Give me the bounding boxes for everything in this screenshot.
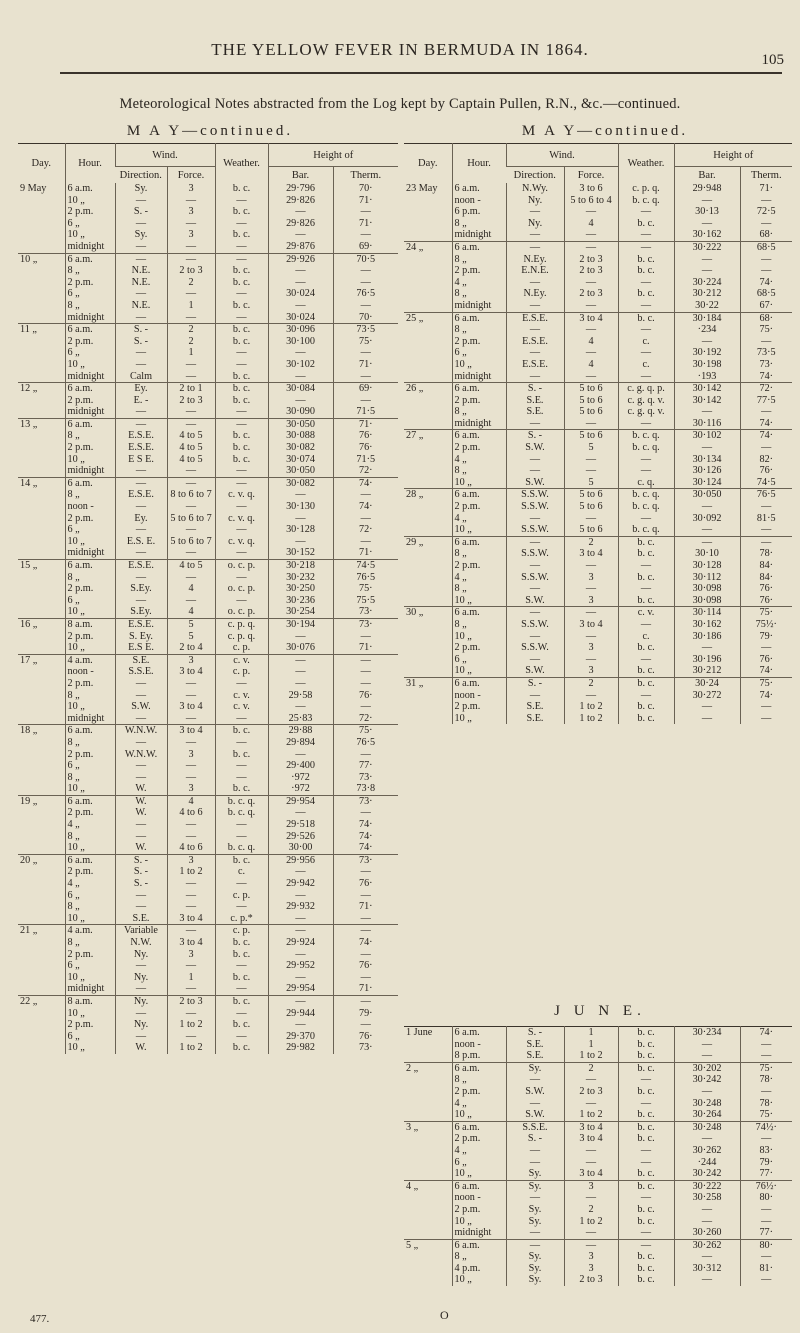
table-row	[404, 607, 792, 678]
cell-day: 12 „	[18, 383, 65, 419]
cell-weather: — b. c. b. c. b. c. —	[215, 418, 268, 477]
cell-therm: 75· 75½· 79· — 76· 74·	[740, 607, 792, 678]
cell-force: 2 3 to 4 — 3 — 3	[564, 536, 618, 607]
cell-therm: 70· 71· — 71· — 69·	[333, 183, 398, 253]
cell-dir: S. - S.E. S.E. —	[506, 383, 564, 430]
cell-day: 5 „	[404, 1239, 452, 1286]
header-force: Force.	[564, 167, 618, 184]
cell-weather: b. c. — b. c. b. c. —	[618, 1180, 674, 1239]
cell-day: 30 „	[404, 607, 452, 678]
cell-bar: 30·24 30·272 — —	[674, 677, 740, 724]
cell-weather: — b. c. b. c. — b. c. —	[215, 253, 268, 324]
cell-weather: c. v. — c. b. c. — b. c.	[618, 607, 674, 678]
cell-force: 3 1 to 2 — — — 3 to 4	[167, 854, 215, 925]
cell-day: 21 „	[18, 925, 65, 996]
cell-hour: 6 a.m. 8 „ noon - 2 p.m. 6 „ 10 „ midnight	[65, 477, 115, 559]
cell-hour: 4 a.m. 8 „ 2 p.m. 6 „ 10 „ midnight	[65, 925, 115, 996]
cell-dir: S.E. S.S.E. — — S.W. —	[115, 654, 167, 725]
cell-force: — 4 to 5 4 to 5 4 to 5 —	[167, 418, 215, 477]
cell-bar: 30·202 30·242 — 30·248 30·264	[674, 1062, 740, 1121]
table-row	[404, 183, 792, 241]
cell-hour: 6 a.m. 8 „ 4 p.m. 10 „	[452, 1239, 506, 1286]
cell-bar: 30·248 — 30·262 ·244 30·242	[674, 1121, 740, 1180]
cell-hour: 6 a.m. 8 „ 10 „ 2 p.m. 6 „ 10 „	[452, 607, 506, 678]
table-row	[404, 383, 792, 430]
cell-hour: 6 a.m. 8 „ 2 p.m. 4 „ 8 „ midnight	[452, 241, 506, 312]
cell-hour: 6 a.m. 2 p.m. midnight	[65, 383, 115, 419]
cell-bar: 30·142 30·142 — 30·116	[674, 383, 740, 430]
header-wind: Wind.	[115, 144, 215, 167]
cell-force: — 2 to 3 2 — 1 —	[167, 253, 215, 324]
table-row	[404, 1121, 792, 1180]
cell-bar: 30·084 — 30·090	[268, 383, 333, 419]
cell-therm: 76·5 — 81·5 —	[740, 489, 792, 536]
table-row	[18, 560, 398, 619]
cell-force: 3 — 2 1 to 2 —	[564, 1180, 618, 1239]
table-row	[18, 795, 398, 854]
cell-weather: b. c. b. c. — — b. c.	[215, 324, 268, 383]
cell-day: 29 „	[404, 536, 452, 607]
cell-bar: 29·796 29·826 — 29·826 — 29·876	[268, 183, 333, 253]
cell-force: — 3 to 4 — 3 — 3	[564, 607, 618, 678]
cell-day: 26 „	[404, 383, 452, 430]
cell-bar: 30·194 — 30·076	[268, 618, 333, 654]
cell-day: 16 „	[18, 618, 65, 654]
cell-weather: b. c. — b. c. — b. c.	[215, 995, 268, 1053]
table-row	[18, 995, 398, 1053]
cell-weather: b. c. — b. c. — b. c.	[618, 1062, 674, 1121]
cell-dir: E.S.E. S. Ey. E.S E.	[115, 618, 167, 654]
cell-hour: 6 a.m. 2 p.m. 4 „ 6 „ 8 „ 10 „	[65, 854, 115, 925]
cell-force: 3 to 4 — 3 — — 3	[167, 725, 215, 796]
header-bar: Bar.	[268, 167, 333, 184]
cell-dir: — E.S.E. — Ey. — E.S. E. —	[115, 477, 167, 559]
cell-force: 5 to 6 5 to 6 5 to 6 —	[564, 383, 618, 430]
table-row	[404, 1062, 792, 1121]
cell-dir: S. - S.W. — — S.W.	[506, 430, 564, 489]
cell-bar: 30·184 ·234 — 30·192 30·198 ·193	[674, 312, 740, 383]
cell-hour: 6 a.m. 2 p.m. 4 „ 8 „ 10 „	[452, 430, 506, 489]
cell-dir: S.S.E. S. - — — Sy.	[506, 1121, 564, 1180]
cell-bar: — 29·924 — 29·952 — 29·954	[268, 925, 333, 996]
cell-therm: — 79· — 76· 73·	[333, 995, 398, 1053]
cell-dir: Ny. — Ny. — W.	[115, 995, 167, 1053]
cell-day: 23 May	[406, 183, 438, 194]
cell-therm: 80· — 81· —	[740, 1239, 792, 1286]
cell-hour: 6 a.m. noon - 2 p.m. 10 „	[452, 677, 506, 724]
cell-day: 31 „	[404, 677, 452, 724]
table-row	[18, 854, 398, 925]
cell-hour: 6 a.m. 2 p.m. 4 „ 10 „	[452, 489, 506, 536]
cell-dir: E.S.E. — S.Ey. — S.Ey.	[115, 560, 167, 619]
table-row	[404, 536, 792, 607]
cell-dir: Sy. — Sy. Sy. —	[506, 1180, 564, 1239]
table-row	[18, 324, 398, 383]
cell-dir: S. - S. - S. - — — S.E.	[115, 854, 167, 925]
running-head: THE YELLOW FEVER IN BERMUDA IN 1864.	[211, 40, 589, 59]
cell-hour: 6 a.m. 10 „ 2 p.m. 6 „ 10 „ midnight	[65, 183, 115, 253]
cell-day: 17 „	[18, 654, 65, 725]
cell-bar: 29·88 29·894 — 29·400 ·972 ·972	[268, 725, 333, 796]
cell-bar: 30·102 — 30·134 30·126 30·124	[674, 430, 740, 489]
header-height: Height of	[674, 144, 792, 167]
page-subtitle: Meteorological Notes abstracted from the Log kept by Captain Pullen, R.N., &c.—continued.	[119, 96, 681, 112]
cell-day: 13 „	[18, 418, 65, 477]
header-bar: Bar.	[674, 167, 740, 184]
header-direction: Direction.	[506, 167, 564, 184]
cell-weather: b. c. q. b. c. q. — — b. c. q.	[215, 795, 268, 854]
cell-bar: 29·926 — — 30·024 — 30·024	[268, 253, 333, 324]
cell-weather: c. g. q. p. c. g. q. v. c. g. q. v. —	[618, 383, 674, 430]
right-section-title: M A Y—continued.	[521, 123, 689, 139]
june-table	[404, 1026, 792, 1286]
cell-hour: 6 a.m. 8 „ 2 p.m. 6 „ 8 „ midnight	[65, 253, 115, 324]
cell-force: 2 to 1 2 to 3 —	[167, 383, 215, 419]
cell-force: 3 to 4 3 to 4 — — 3 to 4	[564, 1121, 618, 1180]
cell-weather: b. c. b. c. —	[215, 383, 268, 419]
header-height: Height of	[268, 144, 398, 167]
cell-bar: 30·262 — 30·312 —	[674, 1239, 740, 1286]
table-row	[18, 654, 398, 725]
cell-therm: — 74· — 76· — 71·	[333, 925, 398, 996]
cell-hour: 6 a.m. 2 p.m. 4 „ 8 „ 10 „	[65, 795, 115, 854]
cell-bar: 29·954 — 29·518 29·526 30·00	[268, 795, 333, 854]
cell-dir: — N.Ey. E.N.E. — N.Ey. —	[506, 241, 564, 312]
cell-dir: — S.S.W. — S.S.W. — S.W.	[506, 607, 564, 678]
cell-therm: — — — 76· — 72·	[333, 654, 398, 725]
june-heading: J U N E.	[554, 1003, 646, 1019]
cell-therm: 73·5 75· — 71· —	[333, 324, 398, 383]
cell-therm: 75· 78· — 78· 75·	[740, 1062, 792, 1121]
cell-day: 18 „	[18, 725, 65, 796]
table-row	[404, 241, 792, 312]
header-weather: Weather.	[618, 144, 674, 184]
cell-force: 2 to 3 — 1 to 2 — 1 to 2	[167, 995, 215, 1053]
cell-day: 15 „	[18, 560, 65, 619]
cell-therm: 73· — 71·	[333, 618, 398, 654]
cell-force: — 3 to 4 3 — 1 —	[167, 925, 215, 996]
cell-force: 2 — 2 to 3 — 1 to 2	[564, 1062, 618, 1121]
cell-weather: — b. c. b. c. b. c.	[618, 1239, 674, 1286]
cell-dir: Sy. — S. - — Sy. —	[115, 183, 167, 253]
header-therm: Therm.	[333, 167, 398, 184]
cell-day: 24 „	[404, 241, 452, 312]
cell-force: 3 to 4 — 4 — 4 —	[564, 312, 618, 383]
cell-bar: 30·222 30·258 — — 30·260	[674, 1180, 740, 1239]
table-row	[18, 383, 398, 419]
cell-weather: b. c. — b. c. b. c.	[618, 677, 674, 724]
cell-dir: E.S.E. — E.S.E. — E.S.E. —	[506, 312, 564, 383]
cell-day: 27 „	[404, 430, 452, 489]
cell-hour: 8 a.m. 10 „ 2 p.m. 6 „ 10 „	[65, 995, 115, 1053]
cell-weather: c. p. q. b. c. q. — b. c. —	[618, 183, 674, 241]
header-rule	[60, 72, 782, 74]
cell-day: 20 „	[18, 854, 65, 925]
cell-force: — 3 3 2 to 3	[564, 1239, 618, 1286]
cell-therm: 74½· — 83· 79· 77·	[740, 1121, 792, 1180]
table-row	[404, 1239, 792, 1286]
header-therm: Therm.	[740, 167, 792, 184]
header-day: Day.	[418, 158, 438, 169]
cell-hour: 6 a.m. noon - 8 p.m.	[452, 1027, 506, 1063]
cell-hour: 6 a.m. noon - 2 p.m. 10 „ midnight	[452, 1180, 506, 1239]
cell-hour: 6 a.m. 8 „ 2 p.m. 4 „ 10 „	[452, 1062, 506, 1121]
cell-weather: b. c. — b. c. — b. c. —	[215, 183, 268, 253]
cell-therm: 74· — 74· — 72· — 71·	[333, 477, 398, 559]
cell-therm: 74· — —	[740, 1027, 792, 1063]
cell-hour: 6 a.m. 2 p.m. 4 „ 6 „ 10 „	[452, 1121, 506, 1180]
table-row	[18, 925, 398, 996]
cell-bar: — — — 29·58 — 25·83	[268, 654, 333, 725]
cell-dir: Ey. E. - —	[115, 383, 167, 419]
table-row	[404, 312, 792, 383]
cell-force: 5 to 6 5 — — 5	[564, 430, 618, 489]
header-wind: Wind.	[506, 144, 618, 167]
page-number: 105	[761, 52, 784, 68]
cell-dir: S. - S. - — — Calm	[115, 324, 167, 383]
cell-hour: 6 a.m. 8 „ 2 p.m. 6 „ 10 „ midnight	[452, 312, 506, 383]
cell-day: 25 „	[404, 312, 452, 383]
cell-hour: 6 a.m. 2 p.m. 6 „ 10 „ midnight	[65, 324, 115, 383]
cell-weather: b. c. q. b. c. q. — — c. q.	[618, 430, 674, 489]
cell-therm: 73· — 74· 74· 74·	[333, 795, 398, 854]
header-hour: Hour.	[452, 144, 506, 184]
table-row	[404, 430, 792, 489]
cell-force: 3 — 3 — 3 —	[167, 183, 215, 253]
cell-hour: 6 a.m. noon - 6 p.m. 8 „ midnight	[452, 183, 506, 241]
header-direction: Direction.	[115, 167, 167, 184]
table-row	[18, 183, 398, 253]
cell-weather: c. v. c. p. — c. v. c. v. —	[215, 654, 268, 725]
cell-therm: 74·5 76·5 75· 75·5 73·	[333, 560, 398, 619]
cell-day: 9 May	[20, 183, 47, 194]
cell-day: 4 „	[404, 1180, 452, 1239]
cell-weather: b. c. b. c. — b. c. — b. c.	[618, 536, 674, 607]
cell-therm: — 78· 84· 84· 76· 76·	[740, 536, 792, 607]
cell-therm: 70·5 — — 76·5 — 70·	[333, 253, 398, 324]
left-table	[18, 143, 398, 1054]
cell-dir: Variable N.W. Ny. — Ny. —	[115, 925, 167, 996]
cell-therm: 68·5 — — 74· 68·5 67·	[740, 241, 792, 312]
cell-force: 5 5 2 to 4	[167, 618, 215, 654]
table-row	[404, 677, 792, 724]
cell-bar: 30·096 30·100 — 30·102 —	[268, 324, 333, 383]
left-section-title: M A Y—continued.	[126, 123, 294, 139]
cell-therm: 71· 76· 76· 71·5 72·	[333, 418, 398, 477]
cell-bar: 29·956 — 29·942 — 29·932 —	[268, 854, 333, 925]
cell-hour: 4 a.m. noon - 2 p.m. 8 „ 10 „ midnight	[65, 654, 115, 725]
cell-bar: 30·082 — 30·130 — 30·128 — 30·152	[268, 477, 333, 559]
cell-weather: — c. v. q. — c. v. q. — c. v. q. —	[215, 477, 268, 559]
cell-therm: 69· — 71·5	[333, 383, 398, 419]
cell-weather: b. c. — c. — c. —	[618, 312, 674, 383]
cell-force: 5 to 6 5 to 6 — 5 to 6	[564, 489, 618, 536]
cell-day: 22 „	[18, 995, 65, 1053]
cell-therm: 76½· 80· — — 77·	[740, 1180, 792, 1239]
cell-force: 4 4 to 6 — — 4 to 6	[167, 795, 215, 854]
header-force: Force.	[167, 167, 215, 184]
cell-dir: S. - — S.E. S.E.	[506, 677, 564, 724]
cell-dir: Sy. — S.W. — S.W.	[506, 1062, 564, 1121]
table-row	[18, 618, 398, 654]
cell-dir: — N.E. N.E. — N.E. —	[115, 253, 167, 324]
cell-bar: — 29·944 — 29·370 29·982	[268, 995, 333, 1053]
table-row	[404, 1180, 792, 1239]
cell-force: 1 1 1 to 2	[564, 1027, 618, 1063]
cell-force: 3 to 6 5 to 6 to 4 — 4 —	[564, 183, 618, 241]
cell-hour: 6 a.m. 8 „ 2 p.m. 6 „ 8 „ 10 „	[65, 725, 115, 796]
cell-dir: S.S.W. S.S.W. — S.S.W.	[506, 489, 564, 536]
cell-bar: — 30·10 30·128 30·112 30·098 30·098	[674, 536, 740, 607]
cell-force: 2 — 1 to 2 1 to 2	[564, 677, 618, 724]
cell-weather: b. c. b. c. — — b. c.	[618, 1121, 674, 1180]
footer-center: O	[440, 1308, 449, 1322]
cell-therm: 72· 77·5 — 74·	[740, 383, 792, 430]
cell-hour: 8 a.m. 2 p.m. 10 „	[65, 618, 115, 654]
cell-therm: 74· — 82· 76· 74·5	[740, 430, 792, 489]
cell-force: 2 2 1 — —	[167, 324, 215, 383]
cell-bar: 30·050 — 30·092 —	[674, 489, 740, 536]
cell-hour: 6 a.m. 2 p.m. 8 „ midnight	[452, 383, 506, 430]
table-row	[404, 1027, 792, 1063]
cell-day: 1 June	[406, 1027, 433, 1038]
cell-bar: 30·114 30·162 30·186 — 30·196 30·212	[674, 607, 740, 678]
table-row	[18, 477, 398, 559]
cell-weather: b. c. c. — c. p. — c. p.*	[215, 854, 268, 925]
cell-hour: 6 a.m. 8 „ 2 p.m. 4 „ 8 „ 10 „	[452, 536, 506, 607]
cell-day: 3 „	[404, 1121, 452, 1180]
cell-day: 2 „	[404, 1062, 452, 1121]
cell-day: 14 „	[18, 477, 65, 559]
header-day: Day.	[31, 158, 51, 169]
cell-therm: 75· 76·5 — 77· 73· 73·8	[333, 725, 398, 796]
cell-day: 11 „	[18, 324, 65, 383]
cell-dir: — Sy. Sy. Sy.	[506, 1239, 564, 1286]
cell-dir: — S.S.W. — S.S.W. — S.W.	[506, 536, 564, 607]
table-row	[18, 253, 398, 324]
cell-weather: o. c. p. — o. c. p. — o. c. p.	[215, 560, 268, 619]
cell-weather: c. p. q. c. p. q. c. p.	[215, 618, 268, 654]
cell-dir: N.Wy. Ny. — Ny. —	[506, 183, 564, 241]
cell-bar: 30·234 — —	[674, 1027, 740, 1063]
cell-dir: — E.S.E. E.S.E. E S E. —	[115, 418, 167, 477]
cell-weather: — b. c. b. c. — b. c. —	[618, 241, 674, 312]
cell-force: — 2 to 3 2 to 3 — 2 to 3 —	[564, 241, 618, 312]
cell-therm: 68· 75· — 73·5 73· 74·	[740, 312, 792, 383]
footer-left: 477.	[30, 1313, 50, 1325]
cell-force: — 8 to 6 to 7 — 5 to 6 to 7 — 5 to 6 to 7 —	[167, 477, 215, 559]
cell-therm: 75· 74· — —	[740, 677, 792, 724]
table-row	[404, 489, 792, 536]
right-table	[404, 143, 792, 724]
cell-force: 3 3 to 4 — — 3 to 4 —	[167, 654, 215, 725]
cell-bar: 30·218 30·232 30·250 30·236 30·254	[268, 560, 333, 619]
cell-force: 4 to 5 — 4 — 4	[167, 560, 215, 619]
cell-day: 28 „	[404, 489, 452, 536]
cell-bar: 30·050 30·088 30·082 30·074 30·050	[268, 418, 333, 477]
cell-day: 19 „	[18, 795, 65, 854]
cell-therm: 73· — 76· — 71· —	[333, 854, 398, 925]
cell-dir: W.N.W. — W.N.W. — — W.	[115, 725, 167, 796]
cell-bar: 29·948 — 30·13 — 30·162	[674, 183, 740, 241]
cell-weather: b. c. q. b. c. q. — b. c. q.	[618, 489, 674, 536]
header-weather: Weather.	[215, 144, 268, 184]
cell-hour: 6 a.m. 8 „ 2 p.m. 6 „ 10 „	[65, 560, 115, 619]
table-row	[18, 418, 398, 477]
cell-day: 10 „	[18, 253, 65, 324]
cell-hour: 6 a.m. 8 „ 2 p.m. 10 „ midnight	[65, 418, 115, 477]
cell-dir: W. W. — — W.	[115, 795, 167, 854]
cell-therm: 71· — 72·5 — 68·	[740, 183, 792, 241]
table-row	[18, 725, 398, 796]
cell-weather: c. p. b. c. b. c. — b. c. —	[215, 925, 268, 996]
cell-bar: 30·222 — — 30·224 30·212 30·22	[674, 241, 740, 312]
cell-weather: b. c. — b. c. — — b. c.	[215, 725, 268, 796]
cell-dir: S. - S.E. S.E.	[506, 1027, 564, 1063]
cell-weather: b. c. b. c. b. c.	[618, 1027, 674, 1063]
header-hour: Hour.	[65, 144, 115, 184]
